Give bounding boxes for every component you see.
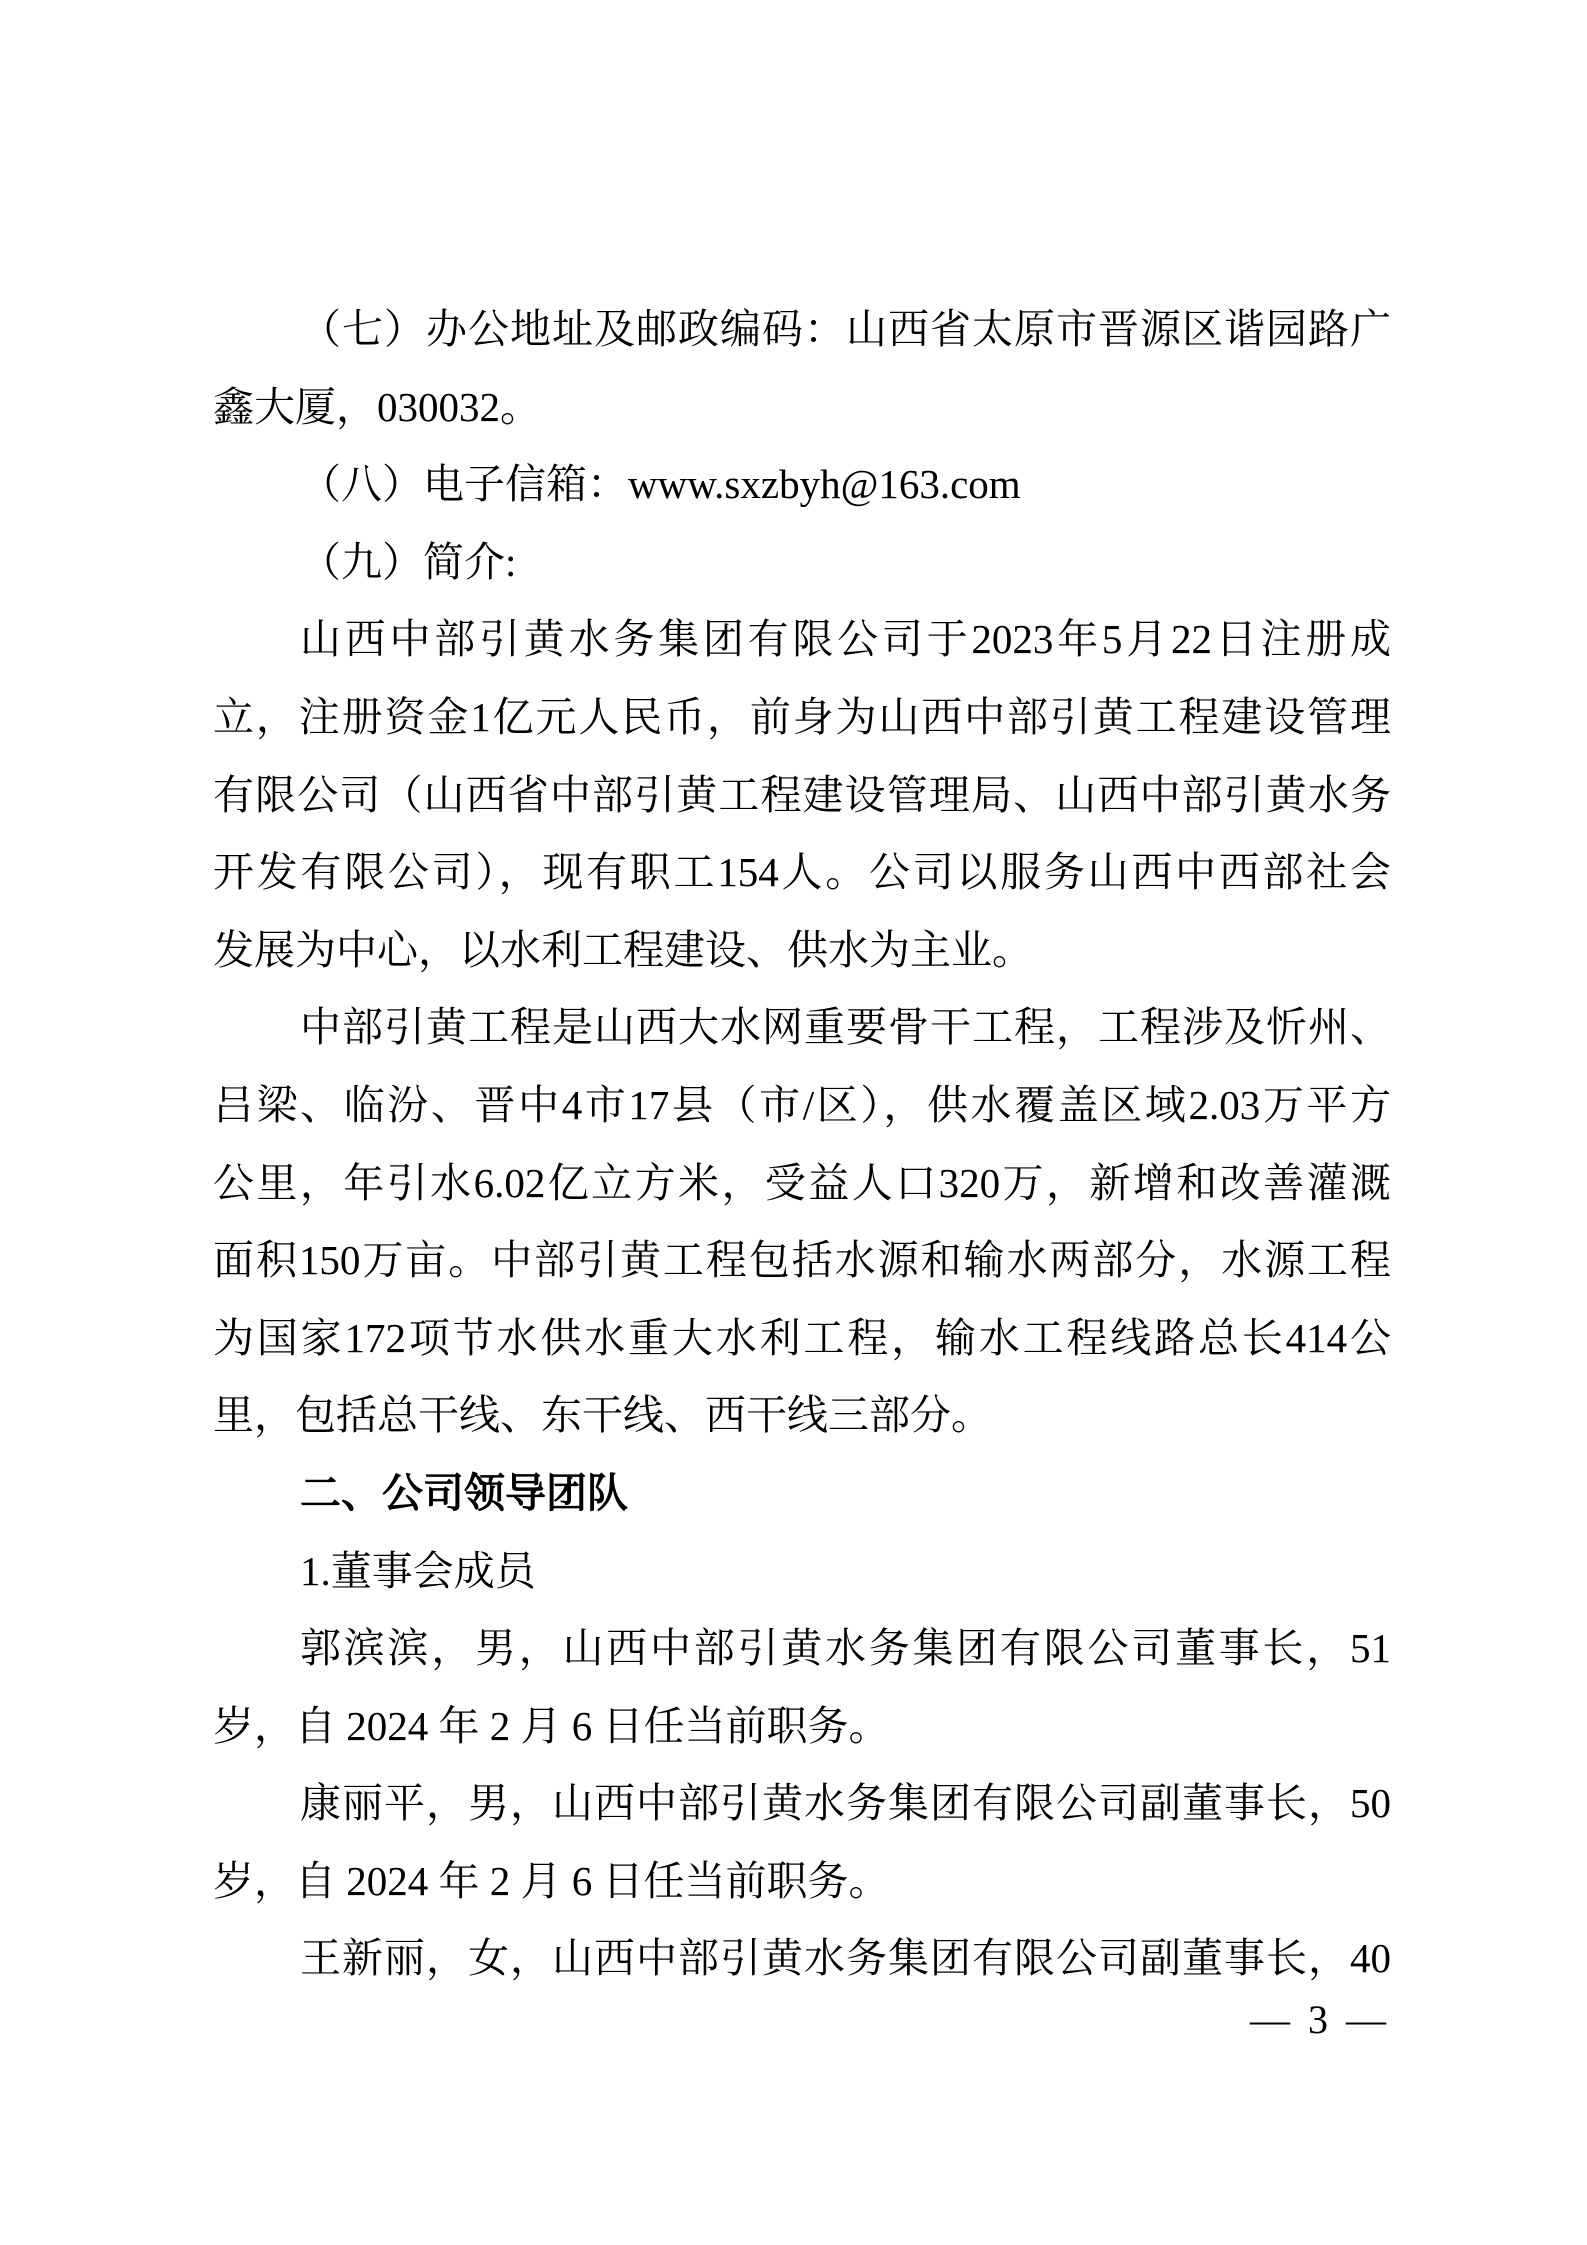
office-address-line-1: （七）办公地址及邮政编码：山西省太原市晋源区谐园路广 <box>300 306 1391 352</box>
board-member-kang-line-1: 康丽平，男，山西中部引黄水务集团有限公司副董事长，50 <box>300 1780 1391 1827</box>
project-intro-line-3: 公里，年引水6.02亿立方米，受益人口320万，新增和改善灌溉 <box>213 1159 1391 1206</box>
company-intro-line-3: 有限公司（山西省中部引黄工程建设管理局、山西中部引黄水务 <box>213 771 1391 818</box>
intro-label-line: （九）简介: <box>300 538 517 585</box>
project-intro-line-1: 中部引黄工程是山西大水网重要骨干工程，工程涉及忻州、 <box>300 1004 1391 1051</box>
project-intro-line-6: 里，包括总干线、东干线、西干线三部分。 <box>213 1392 992 1439</box>
company-intro-line-4: 开发有限公司），现有职工154人。公司以服务山西中西部社会 <box>213 849 1391 896</box>
project-intro-line-5: 为国家172项节水供水重大水利工程，输水工程线路总长414公 <box>213 1314 1391 1361</box>
document-body <box>213 291 1391 1998</box>
board-member-guo-line-1: 郭滨滨，男，山西中部引黄水务集团有限公司董事长，51 <box>300 1625 1391 1672</box>
project-intro-line-2: 吕梁、临汾、晋中4市17县（市/区），供水覆盖区域2.03万平方 <box>213 1081 1391 1128</box>
email-line: （八）电子信箱：www.sxzbyh@163.com <box>300 461 1021 508</box>
board-member-guo-line-2: 岁，自 2024 年 2 月 6 日任当前职务。 <box>213 1702 890 1749</box>
board-members-label: 1.董事会成员 <box>300 1547 536 1594</box>
page-number: — 3 — <box>1250 1997 1390 2042</box>
project-intro-line-4: 面积150万亩。中部引黄工程包括水源和输水两部分，水源工程 <box>213 1237 1391 1284</box>
company-intro-line-5: 发展为中心，以水利工程建设、供水为主业。 <box>213 926 1033 973</box>
leadership-team-heading: 二、公司领导团队 <box>300 1469 628 1516</box>
company-intro-line-1: 山西中部引黄水务集团有限公司于2023年5月22日注册成 <box>300 616 1391 663</box>
company-intro-line-2: 立，注册资金1亿元人民币，前身为山西中部引黄工程建设管理 <box>213 693 1391 740</box>
office-address-line-2: 鑫大厦，030032。 <box>213 383 541 430</box>
board-member-wang-line-1: 王新丽，女，山西中部引黄水务集团有限公司副董事长，40 <box>300 1935 1391 1982</box>
board-member-kang-line-2: 岁，自 2024 年 2 月 6 日任当前职务。 <box>213 1857 890 1904</box>
